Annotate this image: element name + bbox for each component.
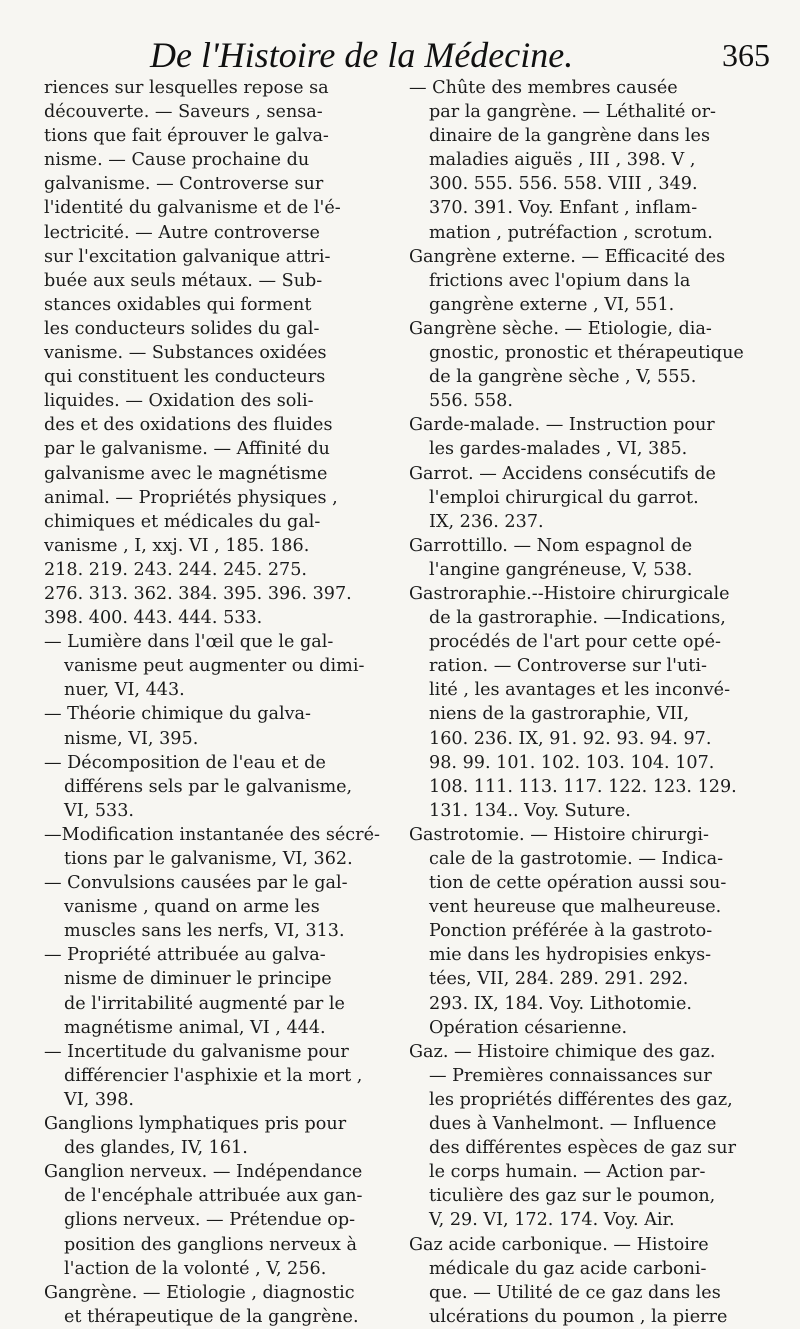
entry-line: — Propriété attribuée au galva-: [44, 945, 326, 966]
entry-line: maladies aiguës , III , 398. V ,: [429, 150, 696, 171]
index-entry: [409, 245, 775, 317]
entry-line: vanisme , quand on arme les: [64, 897, 320, 918]
entry-line: galvanisme avec le magnétisme: [44, 463, 328, 484]
entry-line: animal. — Propriétés physiques ,: [44, 487, 338, 508]
index-entry: [44, 943, 400, 1039]
entry-line: de l'irritabilité augmenté par le: [64, 993, 345, 1014]
entry-line: nisme de diminuer le principe: [64, 969, 332, 990]
entry-line: différens sels par le galvanisme,: [64, 776, 353, 797]
entry-line: dinaire de la gangrène dans les: [429, 126, 711, 147]
entry-line: 293. IX, 184. Voy. Lithotomie.: [429, 993, 692, 1014]
entry-line: Gaz acide carbonique. — Histoire: [409, 1234, 709, 1255]
entry-line: les propriétés différentes des gaz,: [429, 1089, 733, 1110]
index-entry: [409, 76, 775, 245]
index-entry: [409, 582, 775, 823]
entry-line: nisme. — Cause prochaine du: [44, 150, 310, 171]
index-entry: [44, 1112, 400, 1160]
page-number: 365: [722, 37, 770, 73]
entry-line: Ganglion nerveux. — Indépendance: [44, 1162, 363, 1183]
index-entry: [409, 534, 775, 582]
index-entry: [409, 317, 775, 413]
entry-line: glions nerveux. — Prétendue op-: [64, 1210, 356, 1231]
entry-line: — Théorie chimique du galva-: [44, 704, 311, 725]
index-entry: [44, 1040, 400, 1112]
entry-line: mie dans les hydropisies enkys-: [429, 945, 712, 966]
entry-line: Gaz. — Histoire chimique des gaz.: [409, 1041, 716, 1062]
entry-line: 108. 111. 113. 117. 122. 123. 129.: [429, 776, 737, 797]
entry-line: position des ganglions nerveux à: [64, 1234, 358, 1255]
index-entry: [44, 1160, 400, 1280]
entry-line: Gangrène. — Etiologie , diagnostic: [44, 1282, 355, 1303]
entry-line: 398. 400. 443. 444. 533.: [44, 608, 263, 629]
entry-line: 160. 236. IX, 91. 92. 93. 94. 97.: [429, 728, 712, 749]
entry-line: muscles sans les nerfs, VI, 313.: [64, 921, 345, 942]
entry-line: galvanisme. — Controverse sur: [44, 174, 324, 195]
index-entry: [409, 823, 775, 1040]
entry-line: que. — Utilité de ce gaz dans les: [429, 1282, 721, 1303]
entry-line: niens de la gastroraphie, VII,: [429, 704, 690, 725]
entry-line: nisme, VI, 395.: [64, 728, 199, 749]
entry-line: 370. 391. Voy. Enfant , inflam-: [429, 198, 698, 219]
entry-line: vanisme peut augmenter ou dimi-: [64, 656, 365, 677]
index-entry: [44, 702, 400, 750]
entry-line: tions que fait éprouver le galva-: [44, 126, 329, 147]
entry-line: IX, 236. 237.: [429, 511, 544, 532]
entry-line: gangrène externe , VI, 551.: [429, 294, 675, 315]
entry-line: procédés de l'art pour cette opé-: [429, 632, 721, 653]
entry-line: l'angine gangréneuse, V, 538.: [429, 559, 693, 580]
entry-line: liquides. — Oxidation des soli-: [44, 391, 314, 412]
entry-line: tées, VII, 284. 289. 291. 292.: [429, 969, 689, 990]
entry-line: l'emploi chirurgical du garrot.: [429, 487, 699, 508]
entry-line: stances oxidables qui forment: [44, 294, 312, 315]
entry-line: vent heureuse que malheureuse.: [429, 897, 722, 918]
entry-line: 98. 99. 101. 102. 103. 104. 107.: [429, 752, 715, 773]
entry-line: — Chûte des membres causée: [409, 78, 678, 98]
entry-line: 300. 555. 556. 558. VIII , 349.: [429, 174, 698, 195]
entry-line: gnostic, pronostic et thérapeutique: [429, 343, 744, 364]
entry-line: différencier l'asphixie et la mort ,: [64, 1065, 363, 1086]
index-entry: [409, 462, 775, 534]
entry-line: — Premières connaissances sur: [429, 1065, 712, 1086]
entry-line: mation , putréfaction , scrotum.: [429, 222, 713, 243]
entry-line: l'identité du galvanisme et de l'é-: [44, 198, 341, 219]
entry-line: frictions avec l'opium dans la: [429, 270, 691, 291]
entry-line: cale de la gastrotomie. — Indica-: [429, 849, 724, 869]
entry-line: l'action de la volonté , V, 256.: [64, 1258, 327, 1279]
entry-line: lité , les avantages et les inconvé-: [429, 680, 731, 701]
entry-line: Ponction préférée à la gastroto-: [429, 921, 713, 942]
entry-line: vanisme. — Substances oxidées: [44, 343, 327, 364]
entry-line: Gastrotomie. — Histoire chirurgi-: [409, 824, 709, 845]
entry-line: le corps humain. — Action par-: [429, 1162, 706, 1183]
entry-line: des glandes, IV, 161.: [64, 1138, 248, 1159]
index-entry: [44, 76, 400, 630]
entry-line: — Décomposition de l'eau et de: [44, 752, 326, 773]
entry-line: tion de cette opération aussi sou-: [429, 873, 727, 894]
entry-line: par le galvanisme. — Affinité du: [44, 439, 330, 460]
entry-line: sur l'excitation galvanique attri-: [44, 246, 331, 267]
entry-line: Gangrène externe. — Efficacité des: [409, 246, 726, 267]
entry-line: découverte. — Saveurs , sensa-: [44, 102, 323, 123]
entry-line: Garrottillo. — Nom espagnol de: [409, 535, 693, 556]
entry-line: Ganglions lymphatiques pris pour: [44, 1114, 347, 1135]
index-entry: [44, 751, 400, 823]
index-entry: [409, 1233, 775, 1329]
entry-line: par la gangrène. — Léthalité or-: [429, 102, 717, 123]
entry-line: magnétisme animal, VI , 444.: [64, 1017, 326, 1038]
entry-line: VI, 533.: [64, 800, 135, 821]
entry-line: ticulière des gaz sur le poumon,: [429, 1186, 716, 1207]
entry-line: Gastroraphie.--Histoire chirurgicale: [409, 583, 730, 604]
entry-line: Garrot. — Accidens consécutifs de: [409, 463, 716, 484]
entry-line: Garde-malade. — Instruction pour: [409, 415, 715, 436]
entry-line: qui constituent les conducteurs: [44, 367, 326, 388]
left-column: [44, 76, 400, 1327]
entry-line: médicale du gaz acide carboni-: [429, 1258, 707, 1279]
entry-line: 276. 313. 362. 384. 395. 396. 397.: [44, 583, 352, 604]
index-entry: [44, 1281, 400, 1329]
running-title: De l'Histoire de la Médecine.: [150, 35, 574, 75]
entry-line: — Lumière dans l'œil que le gal-: [44, 632, 334, 653]
entry-line: — Convulsions causées par le gal-: [44, 873, 348, 894]
entry-line: —Modification instantanée des sécré-: [44, 824, 380, 845]
entry-line: dues à Vanhelmont. — Influence: [429, 1114, 717, 1135]
entry-line: vanisme , I, xxj. VI , 185. 186.: [44, 535, 310, 556]
right-column: [409, 76, 775, 1327]
entry-line: de l'encéphale attribuée aux gan-: [64, 1186, 363, 1207]
index-entry: [44, 823, 400, 871]
entry-line: ulcérations du poumon , la pierre: [429, 1306, 728, 1327]
entry-line: VI, 398.: [64, 1089, 135, 1110]
entry-line: tions par le galvanisme, VI, 362.: [64, 849, 353, 869]
index-entry: [44, 871, 400, 943]
entry-line: Gangrène sèche. — Etiologie, dia-: [409, 318, 712, 339]
entry-line: et thérapeutique de la gangrène.: [64, 1306, 359, 1327]
index-entry: [409, 413, 775, 461]
entry-line: riences sur lesquelles repose sa: [44, 78, 329, 98]
entry-line: lectricité. — Autre controverse: [44, 222, 320, 243]
entry-line: de la gangrène sèche , V, 555.: [429, 367, 697, 388]
entry-line: 556. 558.: [429, 391, 513, 412]
entry-line: les conducteurs solides du gal-: [44, 318, 320, 339]
entry-line: nuer, VI, 443.: [64, 680, 185, 701]
entry-line: ration. — Controverse sur l'uti-: [429, 656, 707, 677]
entry-line: des différentes espèces de gaz sur: [429, 1138, 737, 1159]
index-entry: [409, 1040, 775, 1233]
entry-line: Opération césarienne.: [429, 1017, 628, 1038]
entry-line: de la gastroraphie. —Indications,: [429, 608, 726, 629]
index-entry: [44, 630, 400, 702]
entry-line: des et des oxidations des fluides: [44, 415, 333, 436]
entry-line: V, 29. VI, 172. 174. Voy. Air.: [429, 1210, 675, 1231]
entry-line: chimiques et médicales du gal-: [44, 511, 321, 532]
entry-line: — Incertitude du galvanisme pour: [44, 1041, 349, 1062]
entry-line: buée aux seuls métaux. — Sub-: [44, 270, 323, 291]
entry-line: 218. 219. 243. 244. 245. 275.: [44, 559, 308, 580]
entry-line: 131. 134.. Voy. Suture.: [429, 800, 631, 821]
entry-line: les gardes-malades , VI, 385.: [429, 439, 688, 460]
